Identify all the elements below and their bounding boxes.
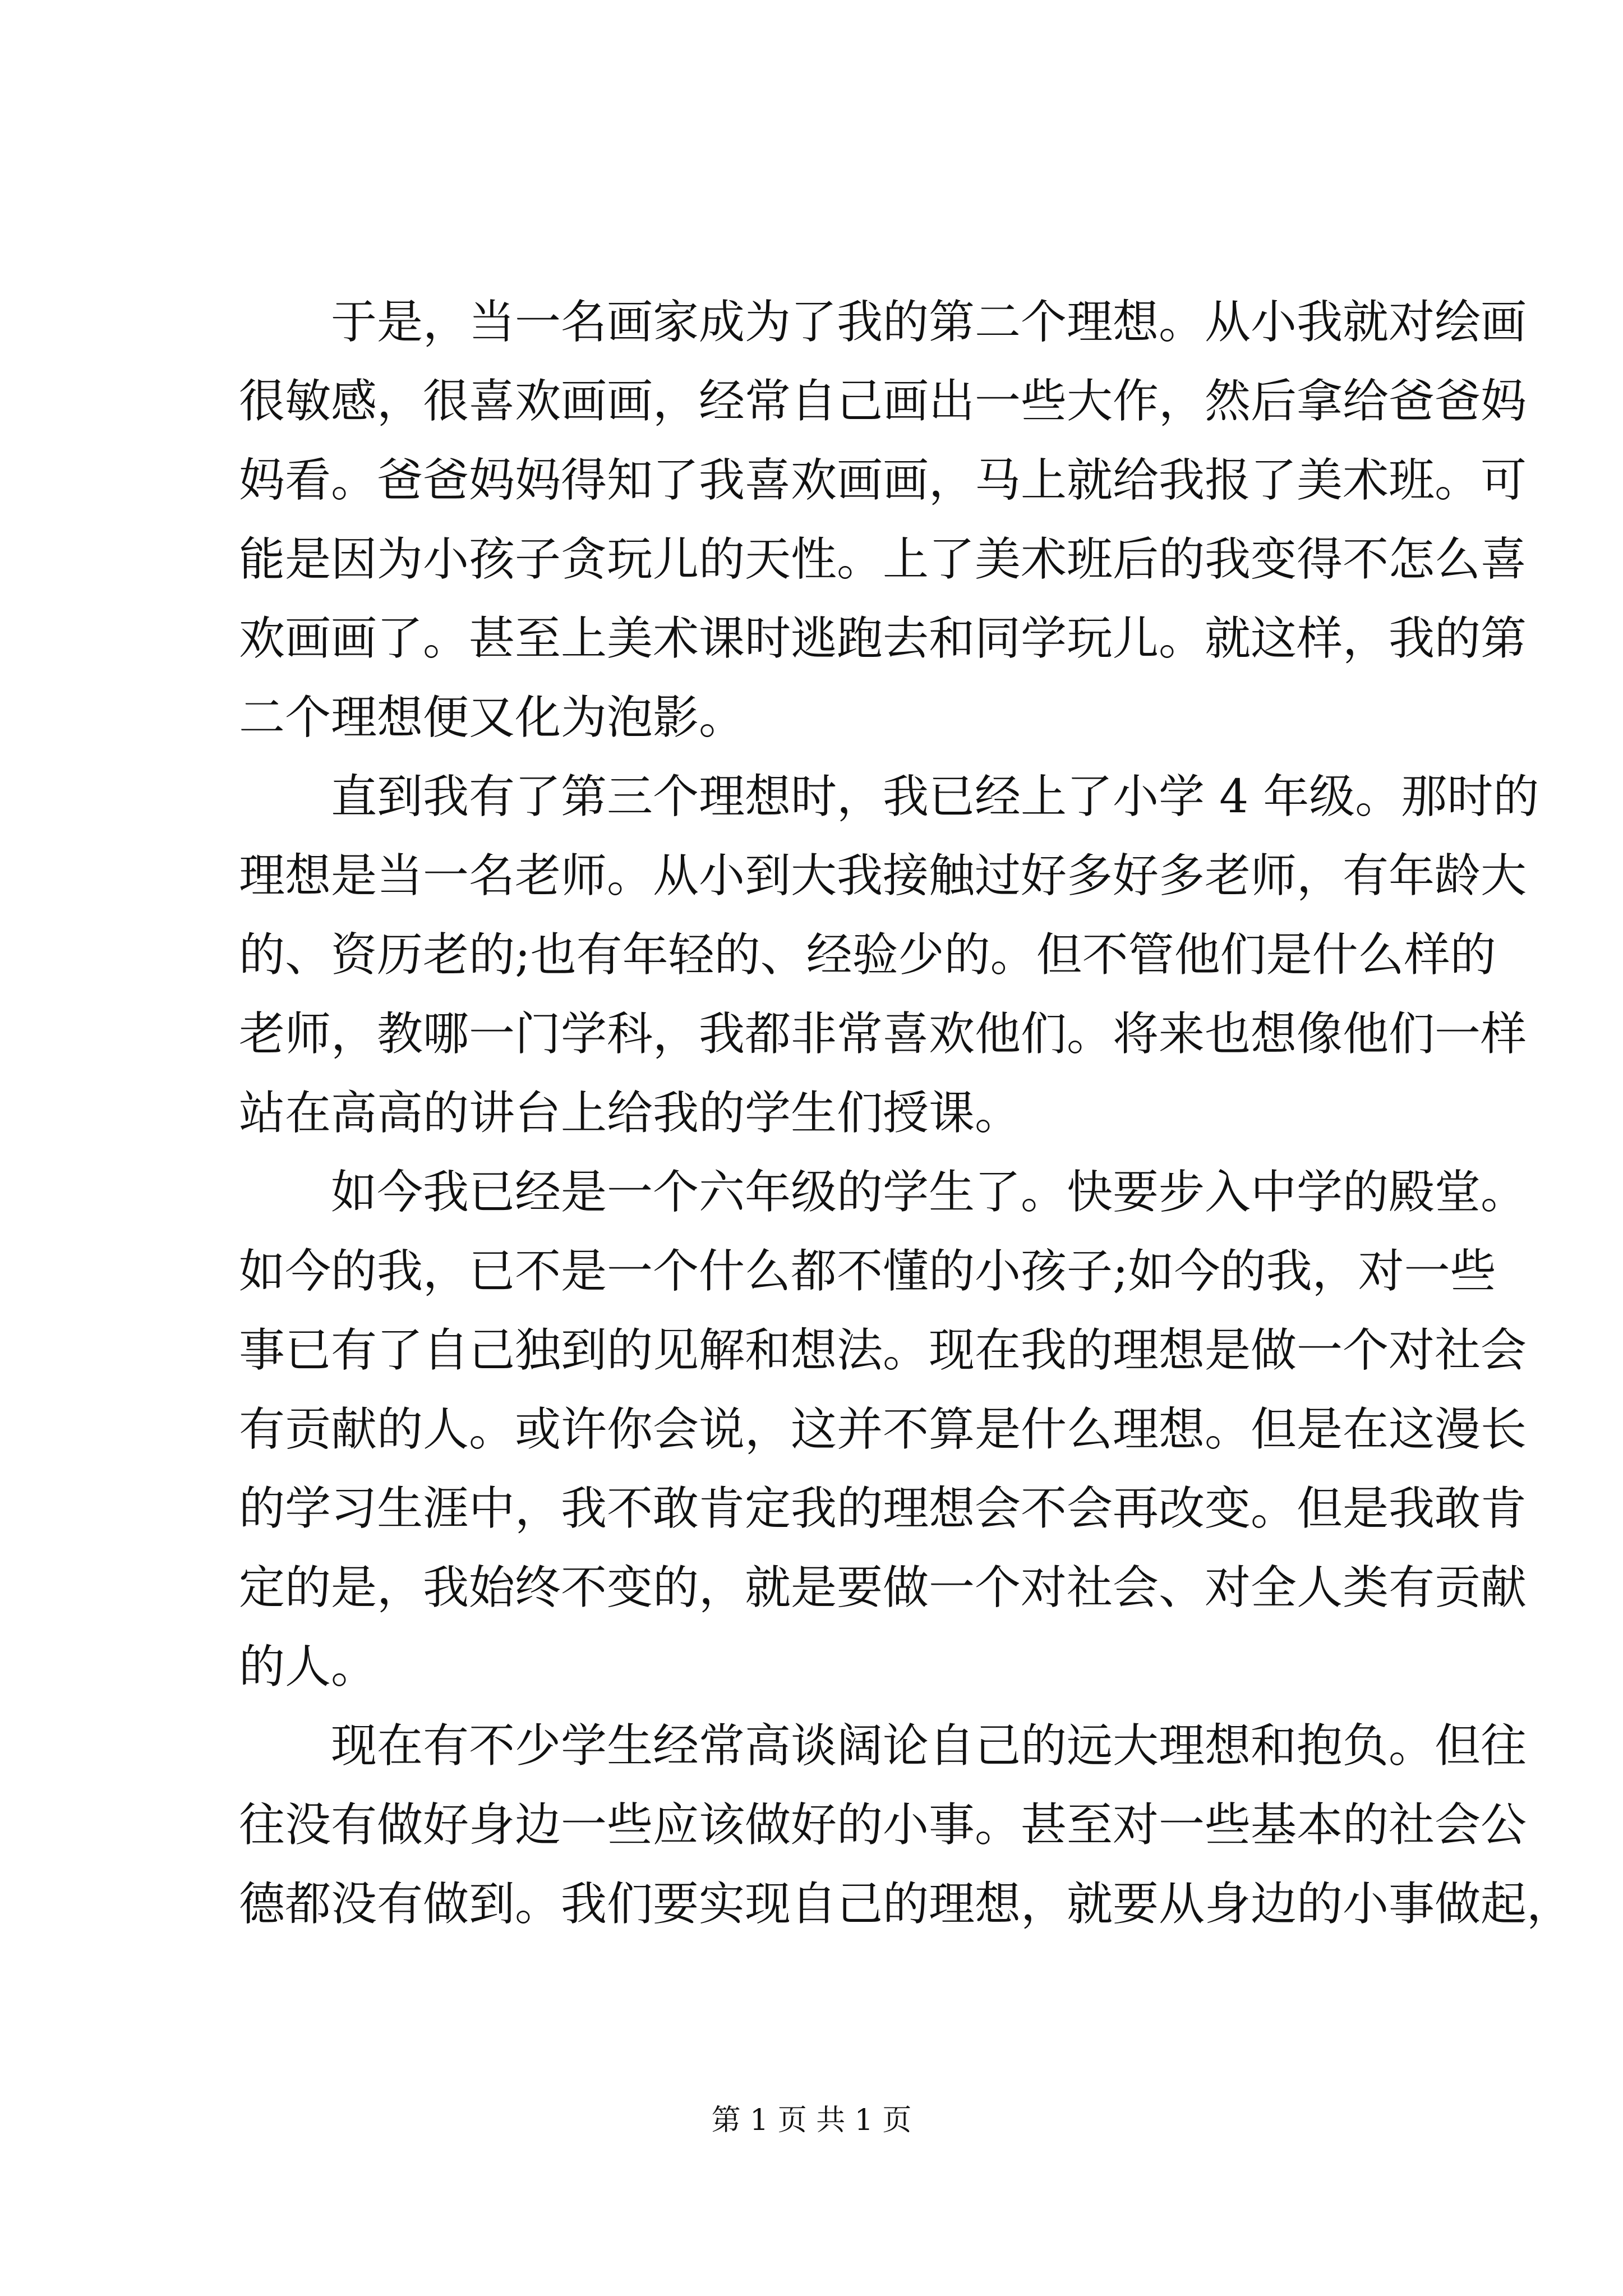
text-line: 站在高高的讲台上给我的学生们授课。 — [239, 1087, 1021, 1140]
text-line: 有贡献的人。或许你会说，这并不算是什么理想。但是在这漫长 — [239, 1403, 1527, 1456]
text-line: 理想是当一名老师。从小到大我接触过好多好多老师，有年龄大 — [239, 849, 1527, 903]
text-line: 二个理想便又化为泡影。 — [239, 691, 745, 744]
text-line: 的学习生涯中，我不敢肯定我的理想会不会再改变。但是我敢肯 — [239, 1482, 1527, 1535]
text-line: 如今的我，已不是一个什么都不懂的小孩子;如今的我，对一些 — [239, 1245, 1496, 1298]
text-line: 事已有了自己独到的见解和想法。现在我的理想是做一个对社会 — [239, 1324, 1527, 1377]
text-line: 直到我有了第三个理想时，我已经上了小学 4 年级。那时的 — [239, 770, 1539, 823]
text-line: 欢画画了。甚至上美术课时逃跑去和同学玩儿。就这样，我的第 — [239, 612, 1527, 665]
text-line: 如今我已经是一个六年级的学生了。快要步入中学的殿堂。 — [239, 1166, 1527, 1219]
text-line: 的人。 — [239, 1640, 377, 1694]
text-line: 妈看。爸爸妈妈得知了我喜欢画画，马上就给我报了美术班。可 — [239, 454, 1527, 507]
text-line: 德都没有做到。我们要实现自己的理想，就要从身边的小事做起， — [239, 1878, 1573, 1931]
text-line: 的、资历老的;也有年轻的、经验少的。但不管他们是什么样的 — [239, 928, 1496, 982]
text-line: 现在有不少学生经常高谈阔论自己的远大理想和抱负。但往 — [239, 1719, 1527, 1773]
text-line: 往没有做好身边一些应该做好的小事。甚至对一些基本的社会公 — [239, 1798, 1527, 1852]
text-line: 很敏感，很喜欢画画，经常自己画出一些大作，然后拿给爸爸妈 — [239, 375, 1527, 428]
text-line: 定的是，我始终不变的，就是要做一个对社会、对全人类有贡献 — [239, 1561, 1527, 1614]
page-footer: 第 1 页 共 1 页 — [711, 2104, 912, 2137]
text-line: 于是，当一名画家成为了我的第二个理想。从小我就对绘画 — [239, 296, 1527, 349]
text-line: 老师，教哪一门学科，我都非常喜欢他们。将来也想像他们一样 — [239, 1007, 1527, 1061]
text-line: 能是因为小孩子贪玩儿的天性。上了美术班后的我变得不怎么喜 — [239, 533, 1527, 586]
